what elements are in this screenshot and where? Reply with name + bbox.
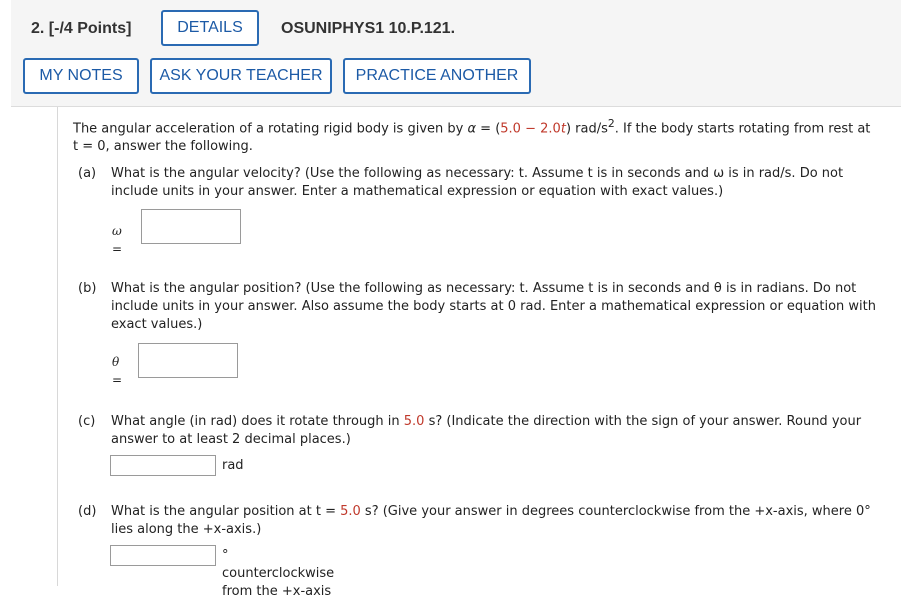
theta-answer-field[interactable] <box>138 343 238 378</box>
part-label: (d) <box>78 504 97 519</box>
part-question: What angle (in rad) does it rotate through in 5.0 s? (Indicate the direction with the sign of your answer. Round your answer to at least 2 decimal places.) <box>111 414 862 447</box>
my-notes-button[interactable]: MY NOTES <box>23 58 139 94</box>
rad-unit: rad <box>222 458 244 473</box>
position-answer-field[interactable] <box>110 545 216 566</box>
problem-code: OSUNIPHYS1 10.P.121. <box>281 20 456 37</box>
details-button[interactable]: DETAILS <box>161 10 259 46</box>
part-label: (a) <box>78 166 97 181</box>
problem-statement: The angular acceleration of a rotating rigid body is given by α = (5.0 − 2.0t) rad/$s^2$. If the body starts rotating from rest at t = 0, answer the following. <box>73 117 871 155</box>
question-header <box>11 0 901 107</box>
given-value: 2.0 <box>540 121 561 137</box>
part-label: (b) <box>78 281 97 296</box>
angle-answer-field[interactable] <box>110 455 216 476</box>
part-question: What is the angular position at t = 5.0 s? (Give your answer in degrees counterclockwise from the +x-axis, where 0° lies along the +x-axis.) <box>111 504 871 537</box>
given-value: 5.0 <box>340 504 361 519</box>
part-question: What is the angular velocity? (Use the following as necessary: t. Assume t is in seconds and ω is in rad/s. Do not include units in your answer. Enter a mathematical expression or equation with exact values.) <box>111 166 844 199</box>
practice-another-button[interactable]: PRACTICE ANOTHER <box>343 58 531 94</box>
omega-label: ω = <box>112 224 123 256</box>
question-number: 2. [-/4 Points] <box>31 20 132 37</box>
part-label: (c) <box>78 414 96 429</box>
omega-answer-field[interactable] <box>141 209 241 244</box>
ask-teacher-button[interactable]: ASK YOUR TEACHER <box>150 58 332 94</box>
part-question: What is the angular position? (Use the following as necessary: t. Assume t is in seconds and θ is in radians. Do not include units in your answer. Also assume the body starts at 0 rad. Enter a mathematical expression or equation with exact values.) <box>111 281 877 332</box>
theta-label: θ = <box>112 355 123 387</box>
left-divider <box>57 107 58 586</box>
degrees-unit: ° counterclockwise from the +x-axis <box>222 548 335 599</box>
given-value: 5.0 <box>403 414 425 429</box>
given-value: 5.0 <box>500 121 521 137</box>
